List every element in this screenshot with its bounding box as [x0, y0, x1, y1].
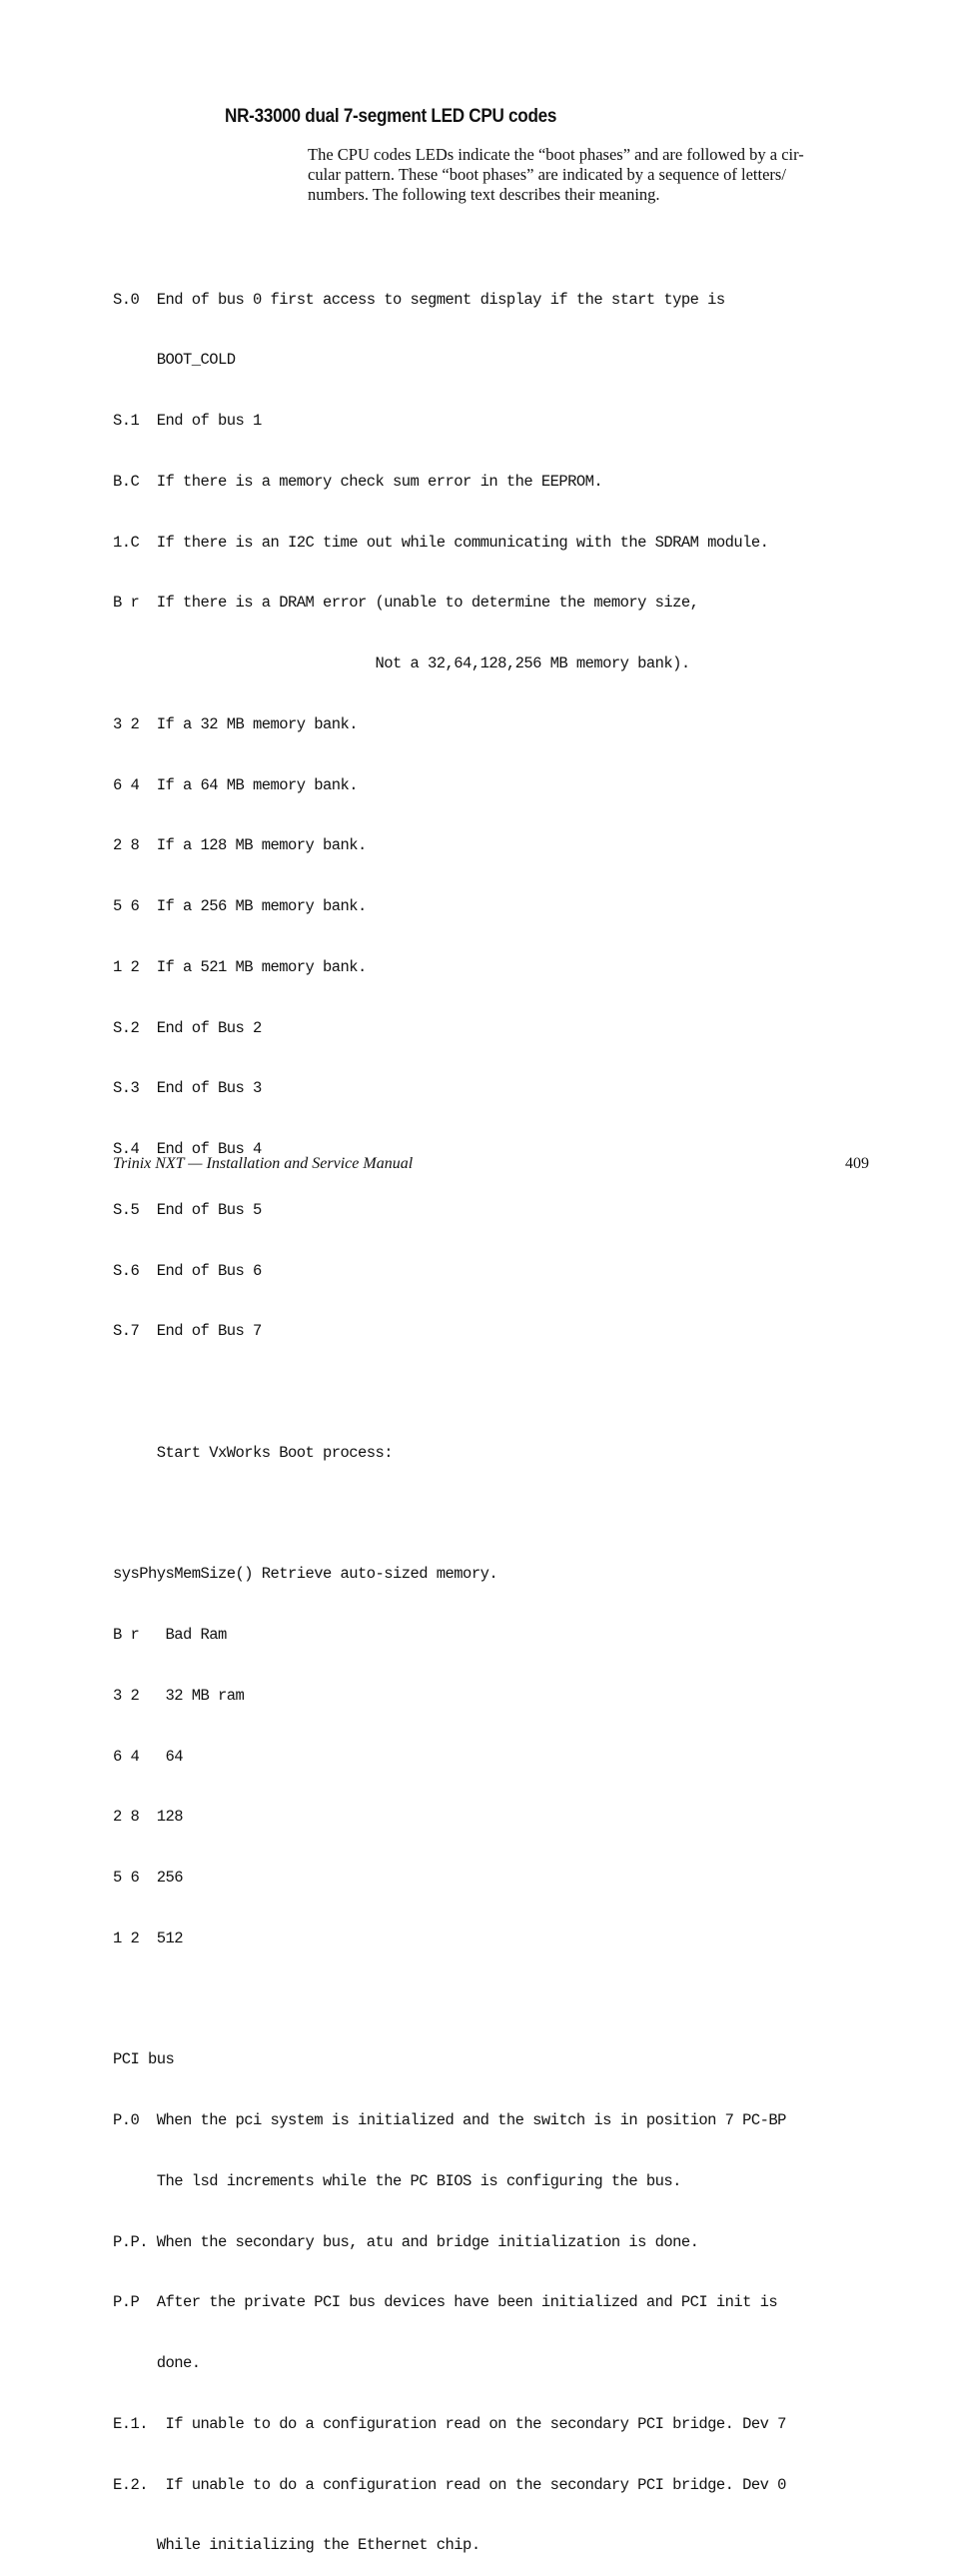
code-line: B.C If there is a memory check sum error in the EEPROM. — [113, 472, 603, 491]
code-line: S.5 End of Bus 5 — [113, 1200, 262, 1219]
code-line: 3 2 32 MB ram — [113, 1686, 245, 1705]
code-line: S.1 End of bus 1 — [113, 412, 262, 430]
code-line: S.4 End of Bus 4 — [113, 1140, 262, 1158]
code-line: B r Bad Ram — [113, 1626, 227, 1644]
intro-line: The CPU codes LEDs indicate the “boot phases” and are followed by a cir- — [308, 145, 804, 164]
code-line: P.0 When the pci system is initialized and the switch is in position 7 PC-BP — [113, 2111, 786, 2129]
intro-paragraph — [308, 145, 873, 205]
code-line: Not a 32,64,128,256 MB memory bank). — [113, 654, 690, 672]
code-line: P.P. When the secondary bus, atu and bridge initialization is done. — [113, 2232, 699, 2251]
code-line: While initializing the Ethernet chip. — [113, 2536, 480, 2555]
footer-title: Trinix NXT — Installation and Service Manual — [113, 1155, 414, 1172]
section-heading: NR-33000 dual 7-segment LED CPU codes — [225, 106, 557, 127]
code-line: S.3 End of Bus 3 — [113, 1079, 262, 1098]
code-line: E.1. If unable to do a configuration read on the secondary PCI bridge. Dev 7 — [113, 2414, 786, 2433]
page-number: 409 — [845, 1155, 869, 1172]
code-line: E.2. If unable to do a configuration read on the secondary PCI bridge. Dev 0 — [113, 2475, 786, 2494]
code-line: 1.C If there is an I2C time out while communicating with the SDRAM module. — [113, 533, 769, 552]
code-line — [113, 1382, 786, 1402]
code-line: 2 8 128 — [113, 1808, 184, 1827]
code-line: 1 2 512 — [113, 1929, 184, 1947]
code-line: done. — [113, 2354, 201, 2372]
code-line: S.2 End of Bus 2 — [113, 1018, 262, 1037]
code-line: 3 2 If a 32 MB memory bank. — [113, 714, 359, 733]
code-line: sysPhysMemSize() Retrieve auto-sized memory. — [113, 1565, 498, 1584]
code-line — [113, 1504, 786, 1524]
code-line: S.6 End of Bus 6 — [113, 1261, 262, 1280]
code-line: 6 4 64 — [113, 1747, 184, 1766]
code-line: 6 4 If a 64 MB memory bank. — [113, 775, 359, 794]
code-line: B r If there is a DRAM error (unable to determine the memory size, — [113, 594, 699, 613]
intro-line: cular pattern. These “boot phases” are indicated by a sequence of letters/ — [308, 165, 786, 184]
code-line: The lsd increments while the PC BIOS is configuring the bus. — [113, 2171, 681, 2190]
code-line: Start VxWorks Boot process: — [113, 1443, 394, 1462]
code-line: 5 6 256 — [113, 1869, 184, 1887]
code-line: 5 6 If a 256 MB memory bank. — [113, 897, 367, 915]
code-line: S.0 End of bus 0 first access to segment display if the start type is — [113, 290, 725, 309]
code-line: PCI bus — [113, 2050, 175, 2069]
code-line: P.P After the private PCI bus devices have been initialized and PCI init is — [113, 2293, 778, 2312]
code-line: BOOT_COLD — [113, 351, 236, 370]
code-line: S.7 End of Bus 7 — [113, 1322, 262, 1341]
intro-line: numbers. The following text describes their meaning. — [308, 185, 660, 204]
cpu-code-listing — [113, 249, 786, 2576]
code-line — [113, 1989, 786, 2009]
code-line: 1 2 If a 521 MB memory bank. — [113, 957, 367, 976]
code-line: 2 8 If a 128 MB memory bank. — [113, 836, 367, 855]
